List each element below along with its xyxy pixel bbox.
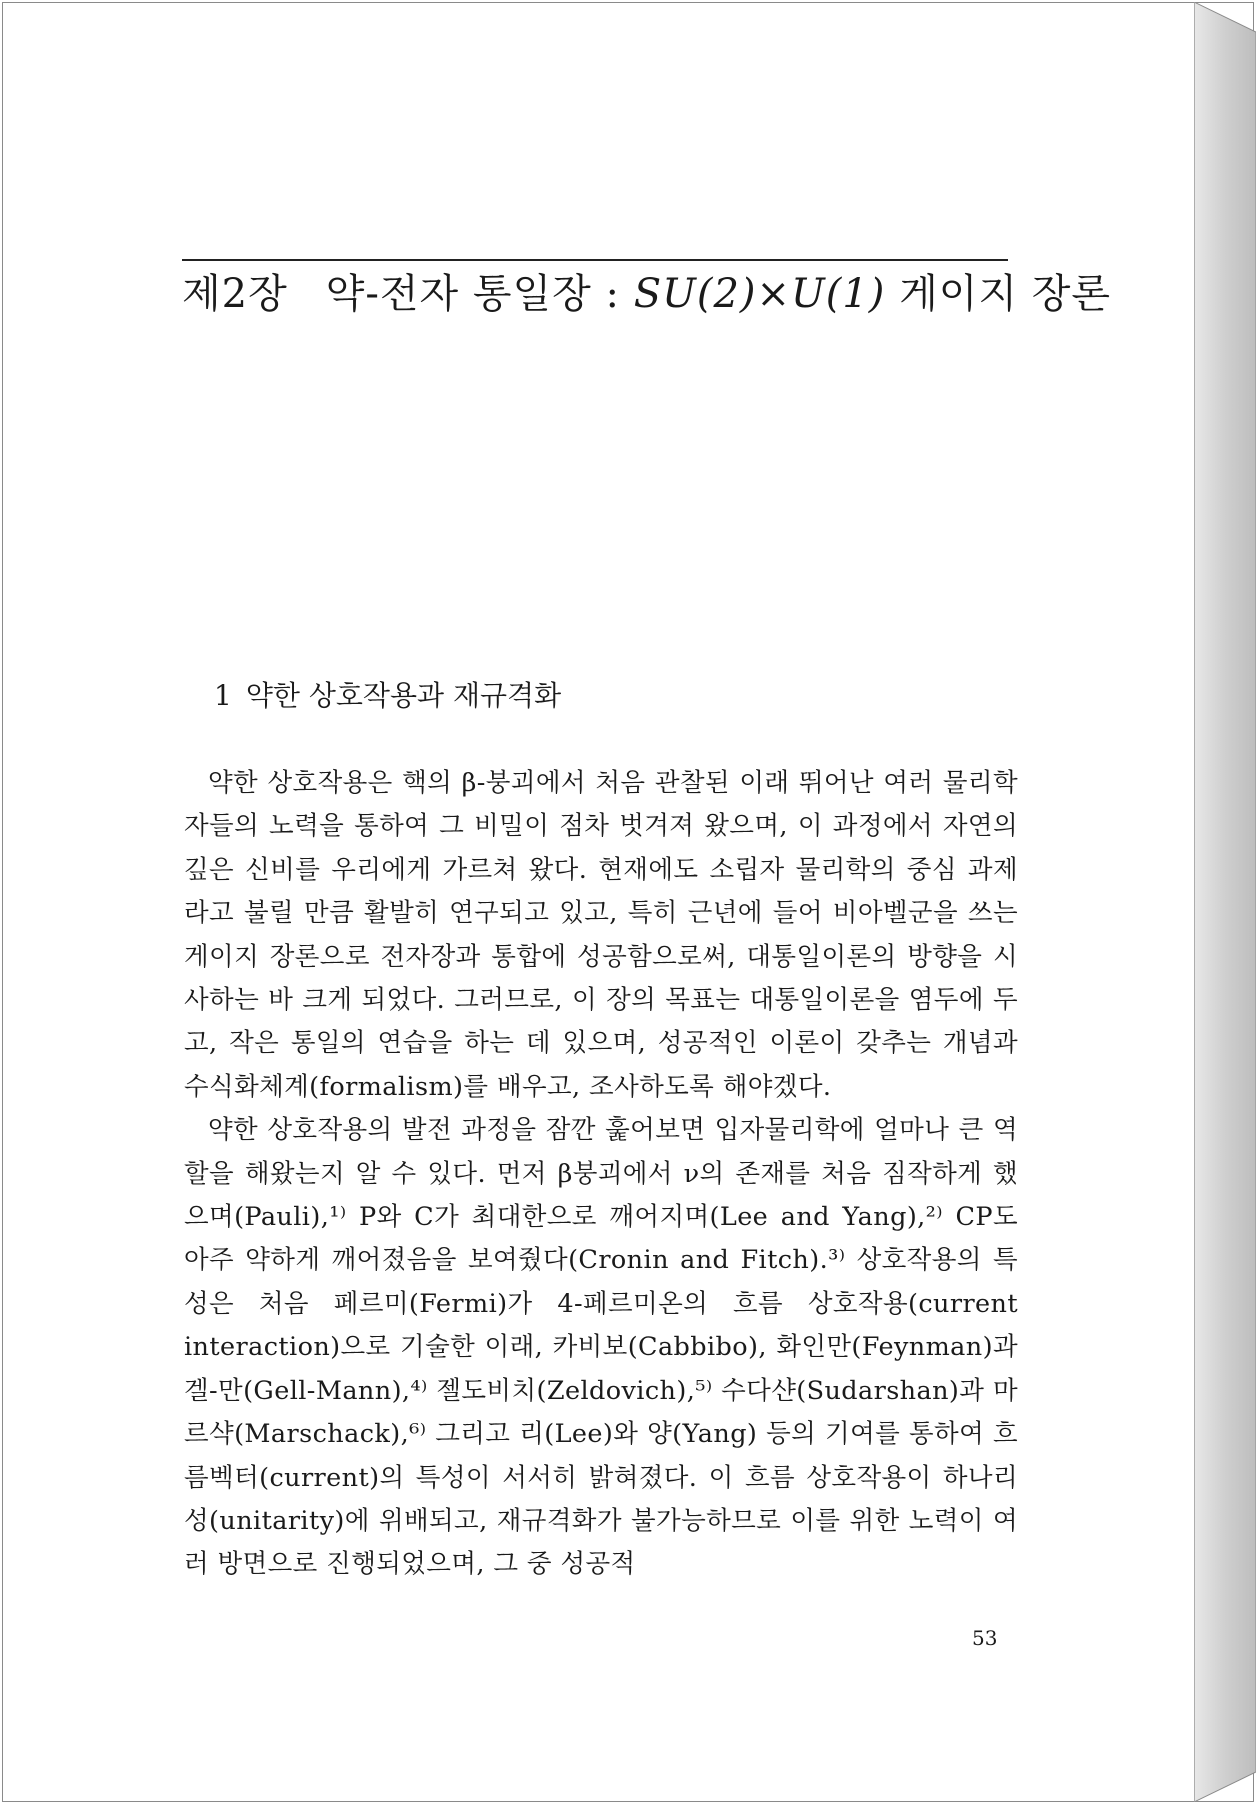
chapter-title-math: SU(2)×U(1) xyxy=(633,271,886,317)
chapter-rule xyxy=(182,259,1008,261)
section-heading xyxy=(214,678,561,714)
chapter-number: 제2장 xyxy=(182,271,288,317)
chapter-title xyxy=(182,270,1112,318)
chapter-title-pre: 약-전자 통일장 : xyxy=(325,271,634,317)
paragraph: 약한 상호작용의 발전 과정을 잠깐 훑어보면 입자물리학에 얼마나 큰 역할을 해왔는지 알 수 있다. 먼저 β붕괴에서 ν의 존재를 처음 짐작하게 했으며(Pauli),¹⁾ P와 C가 최대한으로 깨어지며(Lee and Yang),²⁾ CP도 아주 약하게 깨어졌음을 보여줬다(Cronin and Fitch).³⁾ 상호작용의 특성은 처음 페르미(Fermi)가 4-페르미온의 흐름 상호작용(current interaction)으로 기술한 이래, 카비보(Cabbibo), 화인만(Feynman)과 겔-만(Gell-Mann),⁴⁾ 젤도비치(Zeldovich),⁵⁾ 수다샨(Sudarshan)과 마르샥(Marschack),⁶⁾ 그리고 리(Lee)와 양(Yang) 등의 기여를 통하여 흐름벡터(current)의 특성이 서서히 밝혀졌다. 이 흐름 상호작용이 하나리성(unitarity)에 위배되고, 재규격화가 불가능하므로 이를 위한 노력이 여러 방면으로 진행되었으며, 그 중 성공적 xyxy=(184,1115,1018,1580)
section-number: 1 xyxy=(214,679,232,712)
section-title: 약한 상호작용과 재규격화 xyxy=(245,679,562,712)
page-curl-edge xyxy=(1194,2,1256,1802)
page-number: 53 xyxy=(972,1626,998,1650)
paragraph: 약한 상호작용은 핵의 β-붕괴에서 처음 관찰된 이래 뛰어난 여러 물리학자들의 노력을 통하여 그 비밀이 점차 벗겨져 왔으며, 이 과정에서 자연의 깊은 신비를 우리에게 가르쳐 왔다. 현재에도 소립자 물리학의 중심 과제라고 불릴 만큼 활발히 연구되고 있고, 특히 근년에 들어 비아벨군을 쓰는 게이지 장론으로 전자장과 통합에 성공함으로써, 대통일이론의 방향을 시사하는 바 크게 되었다. 그러므로, 이 장의 목표는 대통일이론을 염두에 두고, 작은 통일의 연습을 하는 데 있으며, 성공적인 이론이 갖추는 개념과 수식화체계(formalism)를 배우고, 조사하도록 해야겠다. xyxy=(184,768,1018,1102)
body-text xyxy=(184,762,1018,1587)
chapter-title-post: 게이지 장론 xyxy=(885,271,1112,317)
